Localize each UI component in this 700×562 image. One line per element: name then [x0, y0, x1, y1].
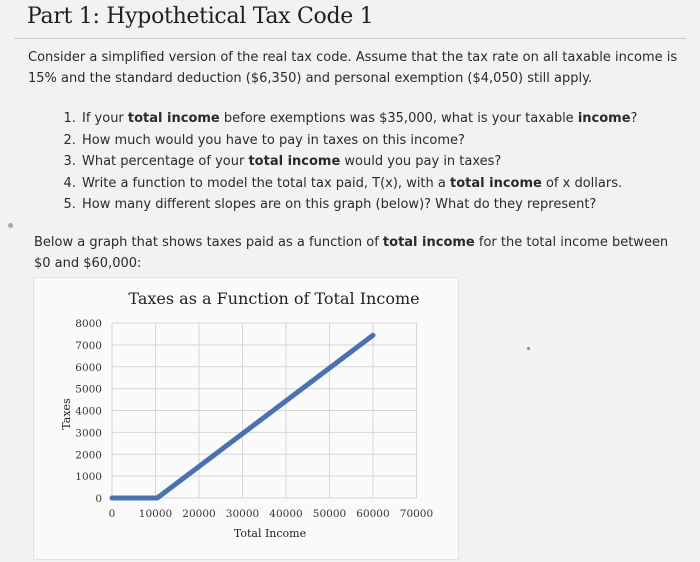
x-tick-label: 70000: [399, 508, 434, 520]
question-item: 3. What percentage of your total income would you pay in taxes?: [80, 151, 700, 173]
x-tick-label: 10000: [138, 508, 173, 520]
question-item: 1. If your total income before exemptions was $35,000, what is your taxable income?: [80, 108, 700, 130]
chart-title: Taxes as a Function of Total Income: [128, 289, 420, 308]
y-tick-label: 7000: [75, 339, 102, 352]
x-tick-label: 20000: [182, 508, 216, 520]
y-tick-label: 8000: [75, 318, 102, 330]
stray-dot: [527, 347, 530, 350]
y-tick-label: 4000: [75, 405, 102, 418]
graph-intro-paragraph: Below a graph that shows taxes paid as a function of total income for the total income between $0 and $60,000:: [34, 235, 669, 271]
x-axis-label: Total Income: [233, 527, 307, 540]
question-item: 5. How many different slopes are on this graph (below)? What do they represent?: [80, 194, 700, 216]
title-divider: [14, 38, 686, 39]
question-item: 2. How much would you have to pay in taxes on this income?: [80, 130, 700, 152]
tax-chart: [34, 278, 458, 559]
page-title: Part 1: Hypothetical Tax Code 1: [27, 4, 374, 29]
x-tick-label: 30000: [225, 508, 260, 520]
x-tick-label: 60000: [356, 508, 390, 520]
y-tick-label: 3000: [75, 427, 102, 440]
chart-figure: [33, 277, 459, 560]
x-tick-label: 40000: [269, 508, 303, 520]
intro-paragraph: Consider a simplified version of the real tax code. Assume that the tax rate on all taxable income is 15% and the standard deduction ($6,350) and personal exemption ($4,050) still apply.: [28, 50, 678, 86]
y-tick-label: 2000: [75, 449, 102, 462]
x-tick-label: 0: [108, 508, 116, 520]
y-tick-label: 6000: [75, 361, 102, 374]
margin-dot: [8, 223, 13, 228]
y-tick-label: 5000: [75, 383, 102, 396]
y-tick-label: 0: [95, 493, 102, 505]
y-axis-label: Taxes: [60, 398, 73, 430]
y-tick-label: 1000: [75, 471, 102, 484]
x-tick-label: 50000: [312, 508, 347, 520]
question-item: 4. Write a function to model the total tax paid, T(x), with a total income of x dollars.: [80, 173, 700, 195]
question-list: [60, 108, 700, 216]
